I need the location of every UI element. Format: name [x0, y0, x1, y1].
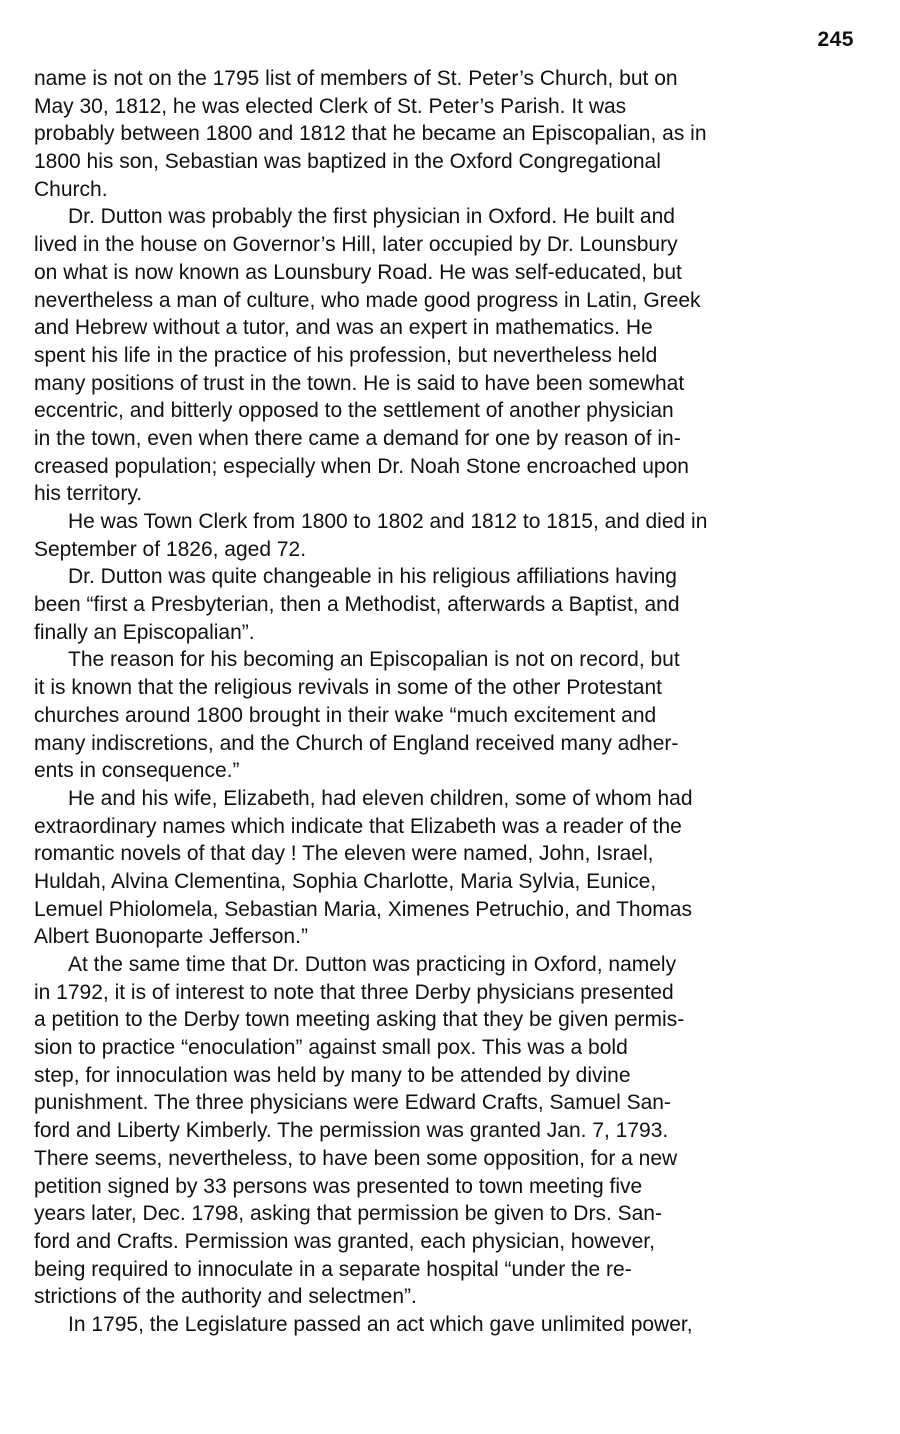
- text-line: Church.: [34, 177, 108, 201]
- text-line: a petition to the Derby town meeting asking that they be given permis-: [34, 1008, 685, 1032]
- text-line: 1800 his son, Sebastian was baptized in the Oxford Congregational: [34, 150, 661, 174]
- body-text: [34, 65, 874, 1339]
- page-number: 245: [817, 28, 854, 51]
- text-line: name is not on the 1795 list of members of St. Peter’s Church, but on: [34, 67, 678, 90]
- text-line: Dr. Dutton was quite changeable in his religious affiliations having: [68, 565, 677, 589]
- text-line: churches around 1800 brought in their wake “much excitement and: [34, 703, 657, 727]
- text-line: May 30, 1812, he was elected Clerk of St. Peter’s Parish. It was: [34, 94, 627, 118]
- text-line: Huldah, Alvina Clementina, Sophia Charlotte, Maria Sylvia, Eunice,: [34, 869, 657, 893]
- text-line: it is known that the religious revivals in some of the other Protestant: [34, 676, 662, 700]
- text-line: years later, Dec. 1798, asking that permission be given to Drs. San-: [34, 1202, 662, 1226]
- text-line: He was Town Clerk from 1800 to 1802 and 1812 to 1815, and died in: [68, 510, 708, 533]
- text-line: ford and Liberty Kimberly. The permission was granted Jan. 7, 1793.: [34, 1119, 669, 1143]
- text-line: ents in consequence.”: [34, 759, 240, 783]
- text-line: being required to innoculate in a separate hospital “under the re-: [34, 1257, 632, 1281]
- text-line: his territory.: [34, 482, 143, 506]
- text-line: petition signed by 33 persons was presented to town meeting five: [34, 1174, 643, 1198]
- text-line: lived in the house on Governor’s Hill, later occupied by Dr. Lounsbury: [34, 233, 678, 257]
- text-line: ford and Crafts. Permission was granted, each physician, however,: [34, 1229, 655, 1253]
- text-line: Albert Buonoparte Jefferson.”: [34, 925, 308, 949]
- text-line: nevertheless a man of culture, who made good progress in Latin, Greek: [34, 288, 701, 312]
- text-line: many indiscretions, and the Church of England received many adher-: [34, 731, 679, 755]
- text-line: Lemuel Phiolomela, Sebastian Maria, Ximenes Petruchio, and Thomas: [34, 897, 692, 921]
- text-line: in 1792, it is of interest to note that three Derby physicians presented: [34, 980, 674, 1004]
- text-line: step, for innoculation was held by many to be attended by divine: [34, 1063, 631, 1087]
- text-line: September of 1826, aged 72.: [34, 537, 307, 561]
- text-line: In 1795, the Legislature passed an act which gave unlimited power,: [68, 1312, 693, 1336]
- text-line: probably between 1800 and 1812 that he became an Episcopalian, as in: [34, 122, 707, 146]
- text-line: finally an Episcopalian”.: [34, 620, 255, 644]
- text-line: on what is now known as Lounsbury Road. He was self-educated, but: [34, 260, 682, 284]
- text-line: The reason for his becoming an Episcopalian is not on record, but: [68, 648, 680, 672]
- text-line: sion to practice “enoculation” against small pox. This was a bold: [34, 1036, 628, 1060]
- text-line: punishment. The three physicians were Edward Crafts, Samuel San-: [34, 1091, 671, 1115]
- text-line: romantic novels of that day ! The eleven were named, John, Israel,: [34, 842, 654, 866]
- text-line: There seems, nevertheless, to have been some opposition, for a new: [34, 1146, 678, 1170]
- text-line: creased population; especially when Dr. Noah Stone encroached upon: [34, 454, 689, 478]
- text-line: eccentric, and bitterly opposed to the settlement of another physician: [34, 399, 674, 423]
- text-line: many positions of trust in the town. He is said to have been somewhat: [34, 371, 685, 395]
- text-line: been “first a Presbyterian, then a Methodist, afterwards a Baptist, and: [34, 593, 680, 617]
- text-line: spent his life in the practice of his profession, but nevertheless held: [34, 343, 658, 367]
- text-line: extraordinary names which indicate that Elizabeth was a reader of the: [34, 814, 682, 838]
- text-line: At the same time that Dr. Dutton was practicing in Oxford, namely: [68, 953, 677, 976]
- text-line: strictions of the authority and selectmen”.: [34, 1285, 417, 1309]
- text-line: Dr. Dutton was probably the first physician in Oxford. He built and: [68, 205, 675, 229]
- text-line: He and his wife, Elizabeth, had eleven children, some of whom had: [68, 786, 693, 810]
- text-line: in the town, even when there came a demand for one by reason of in-: [34, 426, 681, 450]
- text-line: and Hebrew without a tutor, and was an expert in mathematics. He: [34, 316, 653, 340]
